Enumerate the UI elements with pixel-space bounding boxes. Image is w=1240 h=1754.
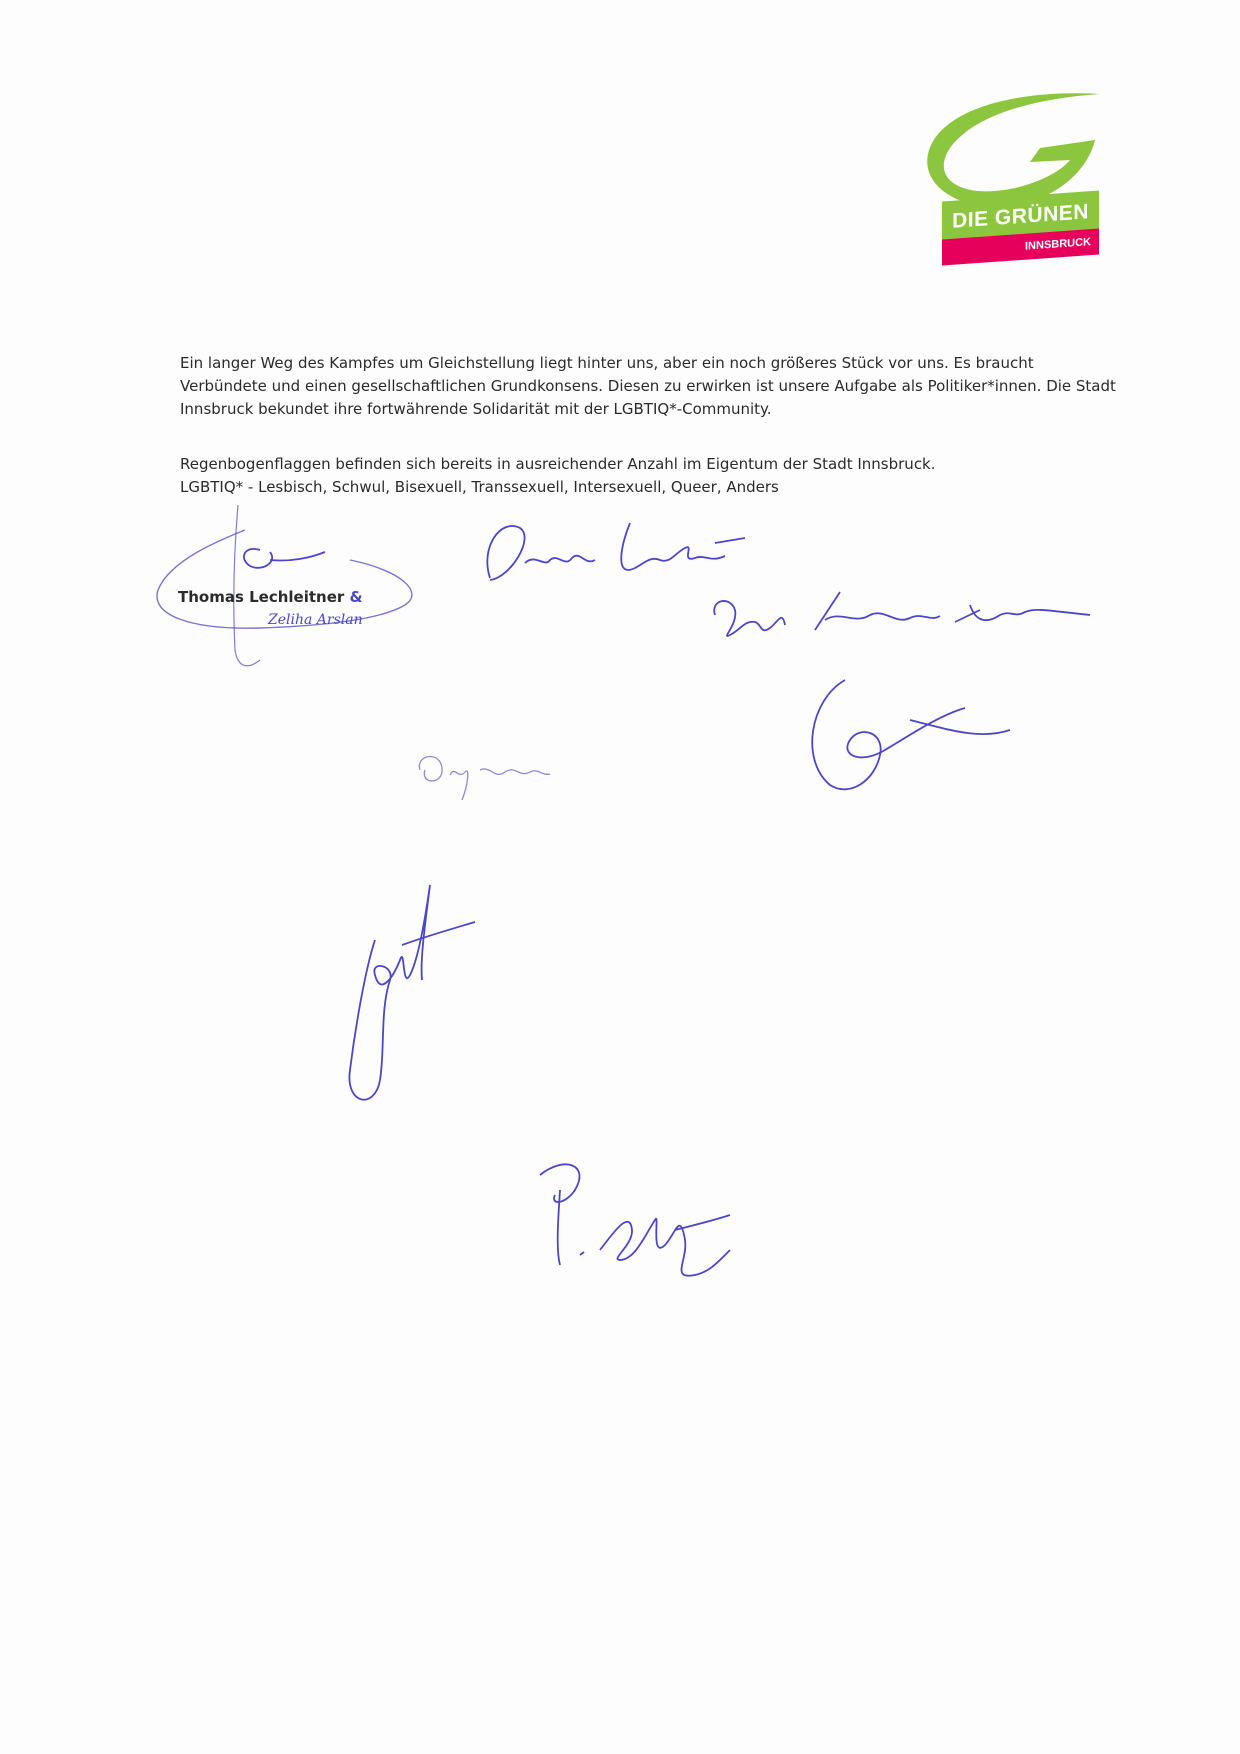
signature-scribble-icon (700, 580, 1100, 680)
flags-paragraph (180, 453, 1120, 499)
signature-scribble-icon (330, 880, 490, 1120)
signature-scribble-icon (790, 670, 1020, 800)
typed-signer-name: Thomas Lechleitner (178, 588, 345, 606)
signature-tall-loop (330, 880, 490, 1120)
signature-right (700, 580, 1100, 680)
ampersand: & (349, 588, 363, 606)
lgbtiq-definition-line: LGBTIQ* - Lesbisch, Schwul, Bisexuell, Transsexuell, Intersexuell, Queer, Anders (180, 478, 779, 496)
flags-line: Regenbogenflaggen befinden sich bereits in ausreichender Anzahl im Eigentum der Stadt Innsbruck. (180, 455, 936, 473)
signature-faint (410, 740, 590, 810)
intro-paragraph: Ein langer Weg des Kampfes um Gleichstellung liegt hinter uns, aber ein noch größeres Stück vor uns. Es braucht Verbündete und einen gesellschaftlichen Grundkonsens. Diesen zu erwirken ist unsere Aufgabe als Politiker*innen. Die Stadt Innsbruck bekundet ihre fortwährende Solidarität mit der LGBTIQ*-Community. (180, 354, 1116, 418)
logo-sub-text: INNSBRUCK (942, 229, 1099, 266)
signature-bottom (520, 1150, 740, 1310)
signature-scribble-icon (410, 740, 590, 810)
signature-lechleitner-arslan (150, 500, 430, 680)
die-gruenen-logo (920, 88, 1120, 263)
handwritten-signer-name: Zeliha Arslan (268, 612, 363, 628)
signature-circle-mark (790, 670, 1020, 800)
signature-scribble-icon (520, 1150, 740, 1310)
logo-main-text: DIE GRÜNEN (942, 191, 1099, 244)
